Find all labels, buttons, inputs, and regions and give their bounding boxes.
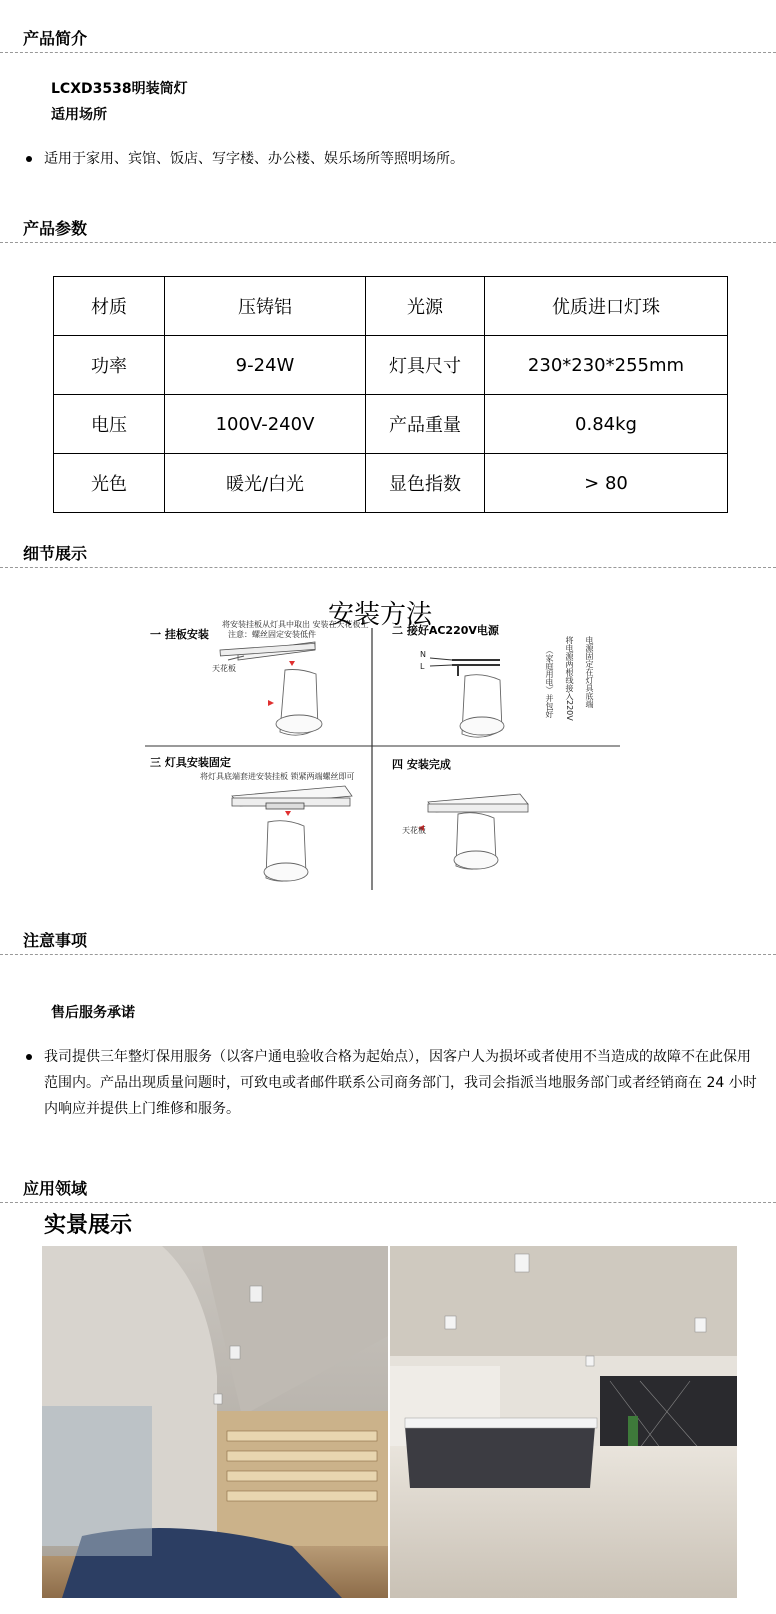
- table-cell: 显色指数: [366, 454, 485, 513]
- table-cell: 光源: [366, 277, 485, 336]
- table-row: [54, 454, 728, 513]
- table-cell: 优质进口灯珠: [485, 277, 728, 336]
- product-name: LCXD3538明装筒灯: [51, 81, 188, 97]
- table-cell: 电压: [54, 395, 165, 454]
- step2-note: 电源固定在灯具底端: [585, 636, 594, 708]
- installation-diagram: [140, 590, 640, 920]
- step3-label: 三 灯具安装固定: [150, 756, 231, 769]
- ceiling-label: 天花板: [402, 826, 426, 835]
- table-cell: 100V-240V: [165, 395, 366, 454]
- step1-note: 注意：螺丝固定安装低件: [228, 630, 316, 639]
- table-cell: 材质: [54, 277, 165, 336]
- section-header-params: [0, 212, 776, 243]
- section-header-application: [0, 1172, 776, 1203]
- section-title: 应用领域: [23, 1179, 88, 1198]
- usage-text: 适用于家用、宾馆、饭店、写字楼、办公楼、娱乐场所等照明场所。: [44, 146, 764, 172]
- table-row: [54, 277, 728, 336]
- section-header-details: [0, 537, 776, 568]
- table-cell: 灯具尺寸: [366, 336, 485, 395]
- section-title: 细节展示: [23, 544, 88, 563]
- table-cell: 暖光/白光: [165, 454, 366, 513]
- table-cell: 9-24W: [165, 336, 366, 395]
- table-cell: 功率: [54, 336, 165, 395]
- table-cell: 光色: [54, 454, 165, 513]
- wire-n-label: N: [420, 650, 426, 659]
- wire-l-label: L: [420, 662, 425, 671]
- step1-label: 一 挂板安装: [150, 628, 209, 641]
- service-title: 售后服务承诺: [51, 1005, 135, 1021]
- params-table: [53, 276, 728, 513]
- office-scene-image: [42, 1246, 388, 1598]
- section-header-intro: [0, 22, 776, 53]
- step1-note: 将安装挂板从灯具中取出 安装在天花板上: [222, 620, 369, 629]
- step4-label: 四 安装完成: [392, 758, 451, 771]
- service-text: 我司提供三年整灯保用服务（以客户通电验收合格为起始点），因客户人为损坏或者使用不当造成的故障不在此保用范围内。产品出现质量问题时，可致电或者邮件联系公司商务部门，我司会指派当地服务部门或者经销商在 24 小时内响应并提供上门维修和服务。: [44, 1044, 764, 1122]
- lobby-scene-image: [390, 1246, 737, 1598]
- section-title: 注意事项: [23, 931, 88, 950]
- section-title: 产品简介: [23, 29, 88, 48]
- step3-note: 将灯具底端套进安装挂板 锁紧两端螺丝即可: [200, 772, 355, 781]
- table-cell: 230*230*255mm: [485, 336, 728, 395]
- usage-title: 适用场所: [51, 107, 107, 123]
- table-cell: 压铸铝: [165, 277, 366, 336]
- section-header-notes: [0, 924, 776, 955]
- scene-title: 实景展示: [44, 1213, 133, 1238]
- section-title: 产品参数: [23, 219, 88, 238]
- table-row: [54, 395, 728, 454]
- table-cell: > 80: [485, 454, 728, 513]
- scene-photo-office: [42, 1246, 388, 1598]
- scene-photo-lobby: [390, 1246, 737, 1598]
- table-row: [54, 336, 728, 395]
- ceiling-label: 天花板: [212, 664, 236, 673]
- table-cell: 产品重量: [366, 395, 485, 454]
- step2-note: （家庭用电）并包好: [545, 646, 554, 718]
- step2-label: 二 接好AC220V电源: [392, 624, 499, 637]
- install-title: 安装方法: [328, 600, 433, 630]
- step2-note: 将电源两根线接入220V: [565, 636, 574, 721]
- table-cell: 0.84kg: [485, 395, 728, 454]
